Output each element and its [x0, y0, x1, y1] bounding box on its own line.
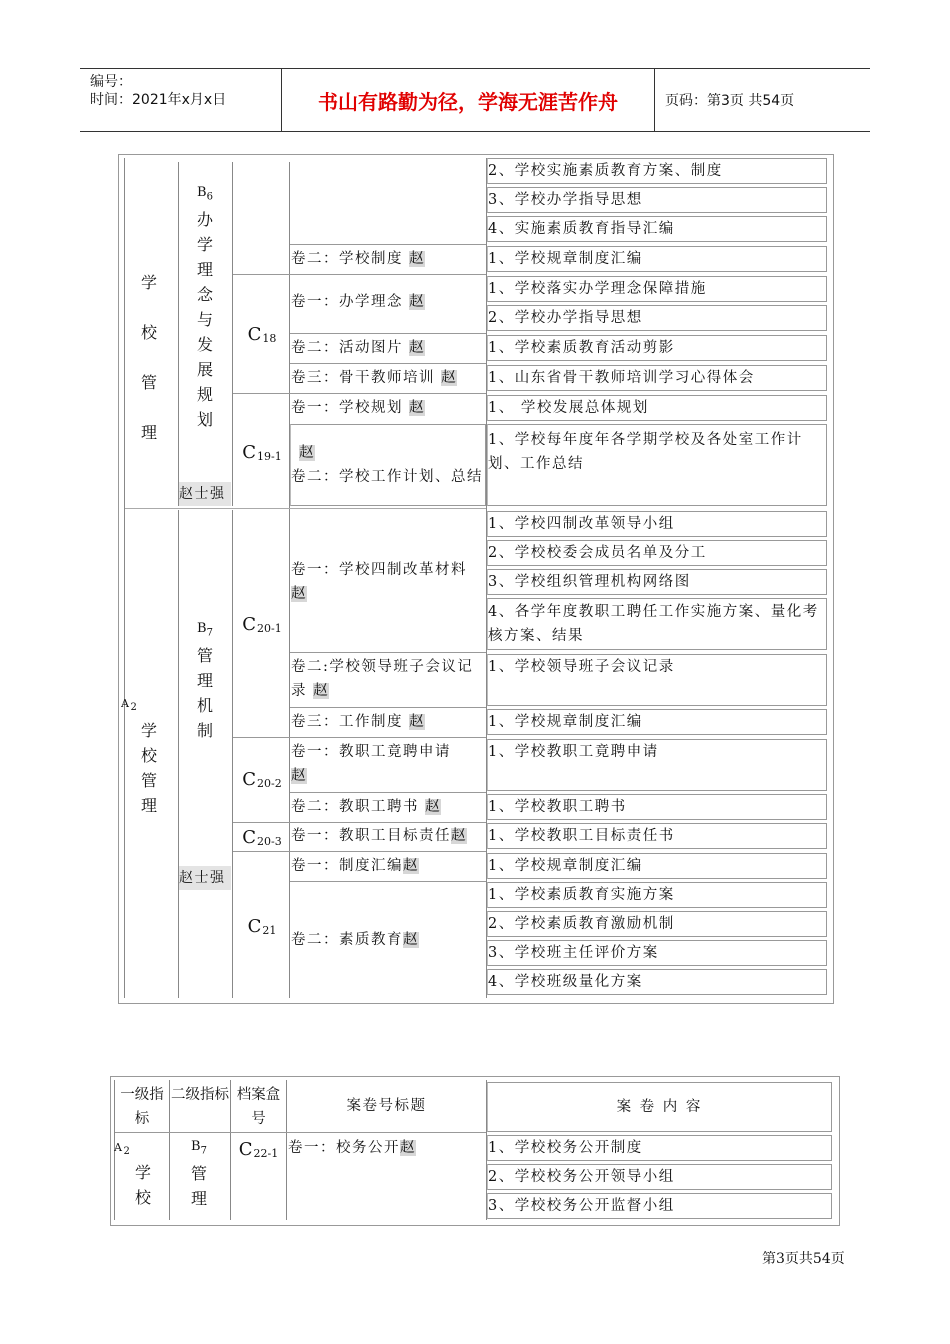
list-item: 2、学校实施素质教育方案、制度 — [487, 158, 827, 184]
page-label: 页码：第3页 共54页 — [665, 93, 795, 109]
volume-title: 卷一：校务公开赵 — [288, 1140, 416, 1156]
list-item: 1、学校校务公开制度 — [487, 1135, 832, 1161]
volume-title: 卷二:学校领导班子会议记录 赵 — [291, 659, 474, 699]
volume-title: 卷二：素质教育赵 — [291, 932, 419, 948]
a2-code: $A_2$ — [114, 1141, 132, 1158]
list-item: 2、学校办学指导思想 — [487, 305, 827, 331]
volume-title: 卷二：学校制度 赵 — [291, 251, 426, 267]
volume-title: 赵 卷二：学校工作计划、总结 — [290, 424, 486, 506]
list-item: 1、学校规章制度汇编 — [487, 709, 827, 735]
a1-label: 学 校 管 理 — [140, 273, 157, 442]
c19-code: C $_{19-1}$ — [242, 441, 282, 463]
list-item: 3、学校组织管理机构网络图 — [487, 569, 827, 595]
page-footer: 第3页共54页 — [762, 1251, 845, 1267]
list-item: 2、学校素质教育激励机制 — [487, 911, 827, 937]
list-item: 4、各学年度教职工聘任工作实施方案、量化考核方案、结果 — [487, 598, 827, 650]
list-item: 2、学校校委会成员名单及分工 — [487, 540, 827, 566]
list-item: 1、学校规章制度汇编 — [487, 246, 827, 272]
motto: 书山有路勤为径，学海无涯苦作舟 — [318, 89, 618, 114]
b7-owner: 赵士强 — [179, 866, 231, 890]
list-item: 1、学校教职工聘书 — [487, 794, 827, 820]
volume-title: 卷三：工作制度 赵 — [291, 714, 426, 730]
list-item: 4、实施素质教育指导汇编 — [487, 216, 827, 242]
c20-2-code: C $_{20-2}$ — [242, 768, 282, 790]
b7-label: $B_7$ 管 理 机 制 — [196, 621, 213, 740]
list-item: 3、学校办学指导思想 — [487, 187, 827, 213]
volume-title: 卷一：制度汇编赵 — [291, 858, 419, 874]
c18-code: C $_{18}$ — [247, 323, 277, 345]
list-item: 1、学校规章制度汇编 — [487, 853, 827, 879]
c21-code: C $_{21}$ — [247, 915, 277, 937]
list-item: 1、学校每年度年各学期学校及各处室工作计划、工作总结 — [487, 424, 827, 506]
header-level1: 一级指标 — [120, 1087, 164, 1127]
page-header — [80, 68, 870, 132]
a2-label: 学 校 — [134, 1163, 151, 1207]
list-item: 1、学校领导班子会议记录 — [487, 654, 827, 706]
list-item: 1、学校教职工竟聘申请 — [487, 739, 827, 791]
volume-title: 卷三：骨干教师培训 赵 — [291, 370, 458, 386]
c20-1-code: C $_{20-1}$ — [242, 613, 282, 635]
header-meta — [80, 69, 281, 131]
volume-title: 卷二：活动图片 赵 — [291, 340, 426, 356]
volume-title: 卷一：学校规划 赵 — [291, 400, 426, 416]
header-box-no: 档案盒号 — [236, 1087, 281, 1127]
list-item: 3、学校班主任评价方案 — [487, 940, 827, 966]
list-item: 1、学校素质教育活动剪影 — [487, 335, 827, 361]
list-item: 3、学校校务公开监督小组 — [487, 1193, 832, 1219]
list-item: 1、学校素质教育实施方案 — [487, 882, 827, 908]
list-item: 1、学校落实办学理念保障措施 — [487, 276, 827, 302]
volume-title: 卷一：学校四制改革材料 赵 — [291, 562, 467, 602]
header-content: 案 卷 内 容 — [487, 1082, 832, 1132]
list-item: 4、学校班级量化方案 — [487, 969, 827, 995]
time-label: 时间：2021年x月x日 — [90, 92, 227, 108]
a2-label: 学 校 管 理 — [140, 721, 157, 815]
a2-code: $A_2$ — [121, 697, 139, 714]
volume-title: 卷二：教职工聘书 赵 — [291, 799, 442, 815]
list-item: 2、学校校务公开领导小组 — [487, 1164, 832, 1190]
volume-title: 卷一：教职工竟聘申请 赵 — [291, 744, 451, 784]
header-level2: 二级指标 — [171, 1087, 229, 1103]
header-volume-title: 案卷号标题 — [346, 1098, 427, 1114]
c22-code: C $_{22-1}$ — [238, 1138, 279, 1160]
list-item: 1、学校四制改革领导小组 — [487, 511, 827, 537]
list-item: 1、 学校发展总体规划 — [487, 395, 827, 421]
volume-title: 卷一：办学理念 赵 — [291, 294, 426, 310]
list-item: 1、学校教职工目标责任书 — [487, 823, 827, 849]
volume-title: 卷一：教职工目标责任赵 — [291, 828, 467, 844]
c20-3-code: C $_{20-3}$ — [242, 826, 282, 848]
b6-label: $B_6$ 办 学 理 念 与 发 展 规 划 — [196, 185, 213, 429]
list-item: 1、山东省骨干教师培训学习心得体会 — [487, 365, 827, 391]
code-label: 编号： — [90, 74, 132, 90]
b7-label: $B_7$ 管 理 — [190, 1139, 207, 1208]
b6-owner: 赵士强 — [179, 482, 231, 506]
